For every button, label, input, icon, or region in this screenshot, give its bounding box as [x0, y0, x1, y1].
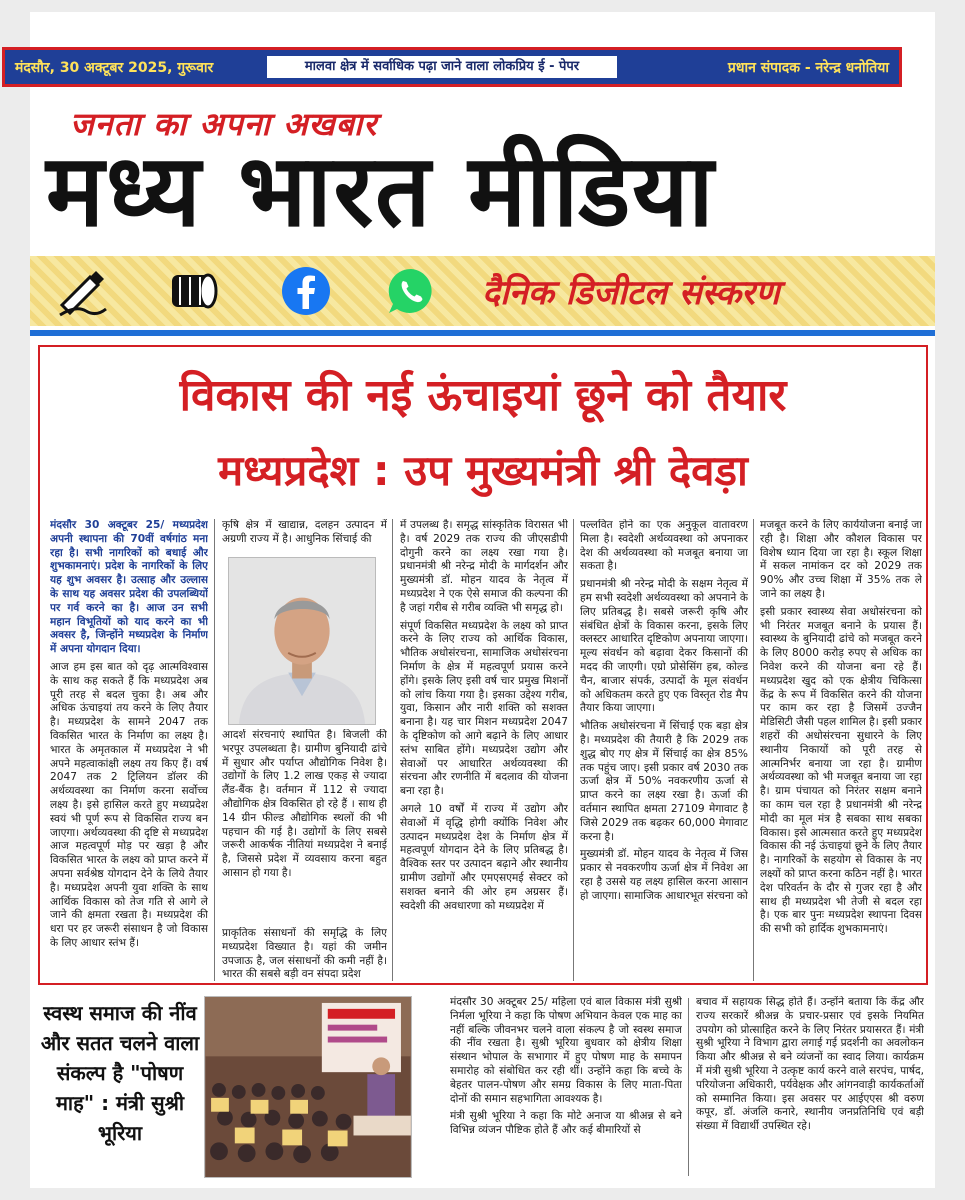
story-column-4: [580, 519, 748, 981]
column-rule: [688, 998, 689, 1176]
story-paragraph: अगले 10 वर्षों में राज्य में उद्योग और सेवाओं में वृद्धि होगी क्योंकि निवेश और उत्पादन मध्यप्रदेश देश के निर्माण क्षेत्र में महत्वपूर्ण योगदान देने के लिए प्रतिबद्ध है। वैश्विक स्तर पर उत्पादन बढ़ाने और स्थानीय ग्रामीण उद्योगों और एमएसएमई सेक्टर को सशक्त बनाने की ओर हम अग्रसर हैं। स्वदेशी की अवधारणा को मध्यप्रदेश में: [400, 802, 568, 912]
story-lead: मंदसौर 30 अक्टूबर 25/ मध्यप्रदेश अपनी स्थापना की 70वीं वर्षगांठ मना रहा है। सभी नागरिकों को बधाई और शुभकामनाएं। प्रदेश के नागरिकों के लिए यह शुभ अवसर है। उत्साह और उल्लास के साथ यह अवसर प्रदेश की उपलब्धियों पर गर्व करने का है। आज उन सभी महान विभूतियों को याद करने का भी अवसर है, जिन्होंने मध्यप्रदेश के निर्माण में अपना योगदान दिया।: [50, 519, 208, 656]
camera-lens-icon: [166, 265, 218, 317]
story-paragraph: भौतिक अधोसंरचना में सिंचाई एक बड़ा क्षेत्र है। मध्यप्रदेश की तैयारी है कि 2029 तक शुद्ध बोए गए क्षेत्र में सिंचाई का क्षेत्र 85% तक पहुंच जाए। इसी प्रकार वर्ष 2030 तक ऊर्जा क्षेत्र में 50% नवकरणीय ऊर्जा से प्राप्त करने का लक्ष्य रखा है। ऊर्जा की वर्तमान स्थापित क्षमता 27109 मेगावाट है जिसे 2029 तक बढ़कर 60,000 मेगावाट करना है।: [580, 720, 748, 843]
story-paragraph: इसी प्रकार स्वास्थ्य सेवा अधोसंरचना को भी निरंतर मजबूत बनाने के प्रयास हैं। स्वास्थ्य के बुनियादी ढांचे को मजबूत करने के लिए 8000 करोड़ रुपए से अधिक का निवेश करने की योजना बना रहे हैं। मध्यप्रदेश खुद को एक क्षेत्रीय चिकित्सा केंद्र के रूप में विकसित करने की योजना पर काम कर रहा है जिसमें उज्जैन मेडिसिटी जैसी पहल शामिल है। इसी प्रकार शहरों की अधोसंरचना सुधारने के लिए स्थानीय निकायों को पूरी तरह से आत्मनिर्भर बनाया जा रहा है। ग्रामीण अर्थव्यवस्था को भी मजबूत बनाया जा रहा है। ग्राम पंचायत को निरंतर सक्षम बनाने का काम चल रहा है प्रधानमंत्री श्री नरेन्द्र मोदी का मूल मंत्र है सबका साथ सबका विकास। इसे आत्मसात करते हुए मध्यप्रदेश विकास की नई ऊंचाइयां छूने के लिए तैयार है। नागरिकों के सहयोग से विकास के नए लक्ष्यों को प्राप्त करना कठिन नहीं है। भारत देश परिवर्तन के दौर से गुजर रहा है और साथ ही मध्यप्रदेश भी तेजी से बदल रहा है। एक बार पुनः मध्यप्रदेश स्थापना दिवस की सभी को हार्दिक शुभकामनाएं।: [760, 605, 922, 936]
story-paragraph: बचाव में सहायक सिद्ध होते हैं। उन्होंने बताया कि केंद्र और राज्य सरकारें श्रीअन्न के प्रचार-प्रसार एवं इसके नियमित उपयोग को प्रोत्साहित करने के लिए निरंतर प्रयासरत हैं। मंत्री सुश्री भूरिया ने विभाग द्वारा लगाई गई प्रदर्शनी का अवलोकन किया और श्रीअन्न से बने व्यंजनों का स्वाद लिया। कार्यक्रम में मंत्री सुश्री भूरिया ने उत्कृष्ट कार्य करने वाले सरपंच, पार्षद, परियोजना अधिकारी, पर्यवेक्षक और आंगनवाड़ी कार्यकर्ताओं को सम्मानित किया। इस अवसर पर आईएएस श्री वरुण कपूर, डॉ. अंजलि कनारे, स्थानीय जनप्रतिनिधि एवं बड़ी संख्या में विद्यार्थी उपस्थित रहे।: [696, 996, 924, 1133]
minister-photo: [228, 557, 376, 725]
column-rule: [753, 519, 754, 981]
whatsapp-icon[interactable]: [385, 265, 437, 317]
story-column-2: [222, 729, 387, 915]
story-column-1: [50, 519, 208, 979]
story-paragraph: प्राकृतिक संसाधनों की समृद्धि के लिए मध्यप्रदेश विख्यात है। यहां की जमीन उपजाऊ है, जल संसाधनों की कमी नहीं है। भारत की सबसे बड़ी वन संपदा प्रदेश: [222, 927, 387, 981]
masthead-title: मध्य भारत मीडिया: [46, 132, 716, 249]
story-column-3: [400, 519, 568, 981]
story-subheadline: मध्यप्रदेश : उप मुख्यमंत्री श्री देवड़ा: [218, 446, 748, 495]
chief-editor: प्रधान संपादक - नरेन्द्र धनोतिया: [727, 60, 889, 76]
story-paragraph: में उपलब्ध है। समृद्ध सांस्कृतिक विरासत भी है। वर्ष 2029 तक राज्य की जीएसडीपी दोगुनी करने का लक्ष्य रखा गया है। प्रधानमंत्री श्री नरेन्द्र मोदी के मार्गदर्शन और मुख्यमंत्री डॉ. मोहन यादव के नेतृत्व में मध्यप्रदेश ने एक ऐसे समाज की कल्पना की है जहां गरीब से गरीब व्यक्ति भी समृद्ध हो।: [400, 519, 568, 614]
edition-label: दैनिक डिजीटल संस्करण: [482, 273, 780, 313]
facebook-icon[interactable]: [280, 265, 332, 317]
second-story-column-2: [696, 996, 924, 1178]
edition-band: [30, 256, 935, 326]
story-paragraph: मंत्री सुश्री भूरिया ने कहा कि मोटे अनाज या श्रीअन्न से बने विभिन्न व्यंजन पौष्टिक होते हैं और कई बीमारियों से: [450, 1110, 682, 1137]
pen-icon: [56, 265, 108, 317]
second-story: [38, 992, 928, 1182]
story-paragraph: मजबूत करने के लिए कार्ययोजना बनाई जा रही है। शिक्षा और कौशल विकास पर विशेष ध्यान दिया जा रहा है। स्कूल शिक्षा में सकल नामांकन दर को 2029 तक 90% और उच्च शिक्षा में 35% तक ले जाने का लक्ष्य है।: [760, 519, 922, 600]
main-story: [38, 345, 928, 985]
story-paragraph: पल्लवित होने का एक अनुकूल वातावरण मिला है। स्वदेशी अर्थव्यवस्था को अपनाकर देश की अर्थव्यवस्था को मजबूत बनाया जा सकता है।: [580, 519, 748, 573]
story-paragraph: प्रधानमंत्री श्री नरेन्द्र मोदी के सक्षम नेतृत्व में हम सभी स्वदेशी अर्थव्यवस्था को अपनाने के लिए प्रतिबद्ध है। सबसे जरूरी कृषि और संबंधित क्षेत्रों के विकास करना, इसके लिए क्लस्टर आधारित दृष्टिकोण अपनाया जाएगा। मूल्य संवर्धन को बढ़ावा देकर किसानों की मदद की जाएगी। एग्रो प्रोसेसिंग हब, कोल्ड चैन, बाजार संपर्क, उत्पादों के मूल संवर्धन को अधिकतम करते हुए एक विस्तृत रोड मैप तैयार किया जाएगा।: [580, 578, 748, 715]
story-paragraph: मुख्यमंत्री डॉ. मोहन यादव के नेतृत्व में जिस प्रकार से नवकरणीय ऊर्जा क्षेत्र में निवेश आ रहा है उससे यह लक्ष्य हासिल करना आसान हो जाएगा। सामाजिक आधारभूत संरचना को: [580, 848, 748, 902]
date-bar: [2, 47, 902, 87]
column-rule: [214, 519, 215, 981]
second-story-headline: स्वस्थ समाज की नींव और सतत चलने वाला संकल्प है "पोषण माह" : मंत्री सुश्री भूरिया: [40, 1001, 200, 1145]
event-photo: [204, 996, 412, 1178]
issue-date: मंदसौर, 30 अक्टूबर 2025, गुरूवार: [15, 60, 214, 76]
story-column-2-end: [222, 927, 387, 983]
story-paragraph: आज हम इस बात को दृढ़ आत्मविश्वास के साथ कह सकते हैं कि मध्यप्रदेश अब पूरी तरह से बदल चुका है। अब और अधिक ऊंचाइयां तय करने के लिए तैयार है। मध्यप्रदेश के सामने 2047 तक विकसित भारत के निर्माण का लक्ष्य है। भारत के अमृतकाल में मध्यप्रदेश ने भी अपने महत्वाकांक्षी लक्ष्य तय किए हैं। वर्ष 2047 तक 2 ट्रिलियन डॉलर की अर्थव्यवस्था का निर्माण करना सर्वोच्च लक्ष्य है। इसे हासिल करते हुए मध्यप्रदेश स्वयं भी पूर्ण रूप से विकसित राज्य बन जाएगा। अर्थव्यवस्था की दृष्टि से मध्यप्रदेश आज महत्वपूर्ण मोड़ पर खड़ा है और विकसित भारत के लक्ष्य को प्राप्त करने में अपना सर्वश्रेष्ठ योगदान देने के लिये तैयार है। मध्यप्रदेश अपनी युवा शक्ति के साथ आर्थिक विकास को तेज गति से आगे ले जाने की क्षमता रखता है। मध्यप्रदेश की धरा पर हर जरूरी संसाधन है जो विकास के लिए आधार स्तंभ हैं।: [50, 660, 208, 949]
column-rule: [573, 519, 574, 981]
story-headline: विकास की नई ऊंचाइयां छूने को तैयार: [179, 370, 787, 421]
story-paragraph: संपूर्ण विकसित मध्यप्रदेश के लक्ष्य को प्राप्त करने के लिए राज्य को आर्थिक विकास, भौतिक अधोसंरचना, सामाजिक अधोसंरचना निर्माण के क्षेत्र में महत्वपूर्ण प्रयास करने होंगे। इसके लिए इसी वर्ष चार प्रमुख मिशनों को लांच किया गया है। इसका उद्देश्य गरीब, युवा, किसान और नारी शक्ति को सशक्त बनाना है। यह चार मिशन मध्यप्रदेश 2047 के दृष्टिकोण को आगे बढ़ाने के लिए आधार स्तंभ साबित होंगे। मध्यप्रदेश उद्योग और सेवाओं पर आधारित अर्थव्यवस्था की संरचना और रणनीति में बदलाव की योजना बना रहा है।: [400, 619, 568, 798]
story-column-2-top: [222, 519, 387, 551]
story-column-5: [760, 519, 922, 981]
story-paragraph: मंदसौर 30 अक्टूबर 25/ महिला एवं बाल विकास मंत्री सुश्री निर्मला भूरिया ने कहा कि पोषण अभियान केवल एक माह का नहीं बल्कि जीवनभर चलने वाला संकल्प है जो स्वस्थ समाज की नींव रखता है। सुश्री भूरिया बुधवार को क्षेत्रीय शिक्षा संस्थान भोपाल के सभागार में हुए पोषण माह के समापन समारोह को संबोधित कर रही थीं। उन्होंने कहा कि बच्चे के बेहतर पालन-पोषण और समग्र विकास के लिए माता-पिता दोनों की समान सहभागिता आवश्यक है।: [450, 996, 682, 1105]
story-paragraph: कृषि क्षेत्र में खाद्यान्न, दलहन उत्पादन में अग्रणी राज्य में है। आधुनिक सिंचाई की: [222, 519, 387, 545]
story-paragraph: आदर्श संरचनाएं स्थापित है। बिजली की भरपूर उपलब्धता है। ग्रामीण बुनियादी ढांचे में सुधार और पर्याप्त औद्योगिक निवेश है। उद्योगों के लिए 1.2 लाख एकड़ से ज्यादा लैंड-बैंक है। वर्तमान में 112 से ज्यादा औद्योगिक क्षेत्र विकसित हो रहे हैं । साथ ही 14 ग्रीन फील्ड औद्योगिक स्थलों की भी पहचान की गई है। उद्योगों के लिए सबसे जरूरी आकर्षक नीतियां मध्यप्रदेश ने बनाई है, जिससे प्रदेश में व्यवसाय करना बहुत आसान हो गया है।: [222, 729, 387, 879]
divider-line: [30, 330, 935, 336]
column-rule: [392, 519, 393, 981]
epaper-tagline: मालवा क्षेत्र में सर्वाधिक पढ़ा जाने वाला लोकप्रिय ई - पेपर: [267, 56, 617, 78]
second-story-column-1: [450, 996, 682, 1178]
masthead-tagline: जनता का अपना अखबार: [70, 105, 378, 143]
